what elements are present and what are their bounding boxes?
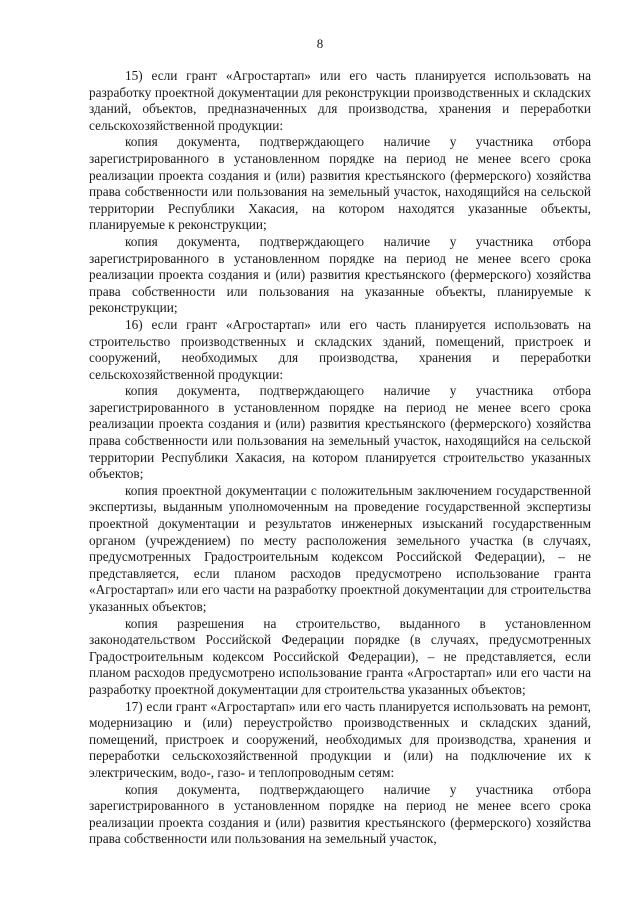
clause-15-item-object-document: копия документа, подтверждающего наличие у участника отбора зарегистрированного в установленном порядке на период не менее всего срока реализации проекта создания и (или) развития крестьянского (фермерского) хозяйства права собственности или пользования на указанные объекты, планируемые к реконструкции; [89,233,591,316]
document-body [89,68,591,848]
clause-16-heading: 16) если грант «Агростартап» или его часть планируется использовать на строительство производственных и складских зданий, помещений, пристроек и сооружений, необходимых для производства, хранения и переработки сельскохозяйственной продукции: [89,316,591,382]
clause-17-heading: 17) если грант «Агростартап» или его часть планируется использовать на ремонт, модернизацию и (или) переустройство производственных и складских зданий, помещений, пристроек и сооружений, необходимых для производства, хранения и переработки сельскохозяйственной продукции и (или) на подключение их к электрическим, водо-, газо- и теплопроводным сетям: [89,698,591,780]
clause-15-item-land-document: копия документа, подтверждающего наличие у участника отбора зарегистрированного в установленном порядке на период не менее всего срока реализации проекта создания и (или) развития крестьянского (фермерского) хозяйства права собственности или пользования на земельный участок, находящийся на сельской территории Республики Хакасия, на котором находятся указанные объекты, планируемые к реконструкции; [89,134,591,233]
clause-16-item-construction-permit: копия разрешения на строительство, выданного в установленном законодательством Российской Федерации порядке (в случаях, предусмотренных Градостроительным кодексом Российской Федерации), – не представляется, если планом расходов предусмотрено использование гранта «Агростартап» или его части на разработку проектной документации для строительства указанных объектов; [89,615,591,697]
clause-16-item-land-document: копия документа, подтверждающего наличие у участника отбора зарегистрированного в установленном порядке на период не менее всего срока реализации проекта создания и (или) развития крестьянского (фермерского) хозяйства права собственности или пользования на земельный участок, находящийся на сельской территории Республики Хакасия, на котором планируется строительство указанных объектов; [89,383,591,482]
clause-16-item-project-documentation: копия проектной документации с положительным заключением государственной экспертизы, выданным уполномоченным на проведение государственной экспертизы проектной документации и результатов инженерных изысканий государственным органом (учреждением) по месту расположения земельного участка (в случаях, предусмотренных Градостроительным кодексом Российской Федерации), – не представляется, если планом расходов предусмотрено использование гранта «Агростартап» или его части на разработку проектной документации для строительства указанных объектов; [89,482,591,614]
page-number: 8 [316,36,324,51]
clause-17-item-land-document: копия документа, подтверждающего наличие у участника отбора зарегистрированного в установленном порядке на период не менее всего срока реализации проекта создания и (или) развития крестьянского (фермерского) хозяйства права собственности или пользования на земельный участок, [89,781,591,847]
clause-15-heading: 15) если грант «Агростартап» или его часть планируется использовать на разработку проектной документации для реконструкции производственных и складских зданий, объектов, предназначенных для производства, хранения и переработки сельскохозяйственной продукции: [89,68,591,133]
